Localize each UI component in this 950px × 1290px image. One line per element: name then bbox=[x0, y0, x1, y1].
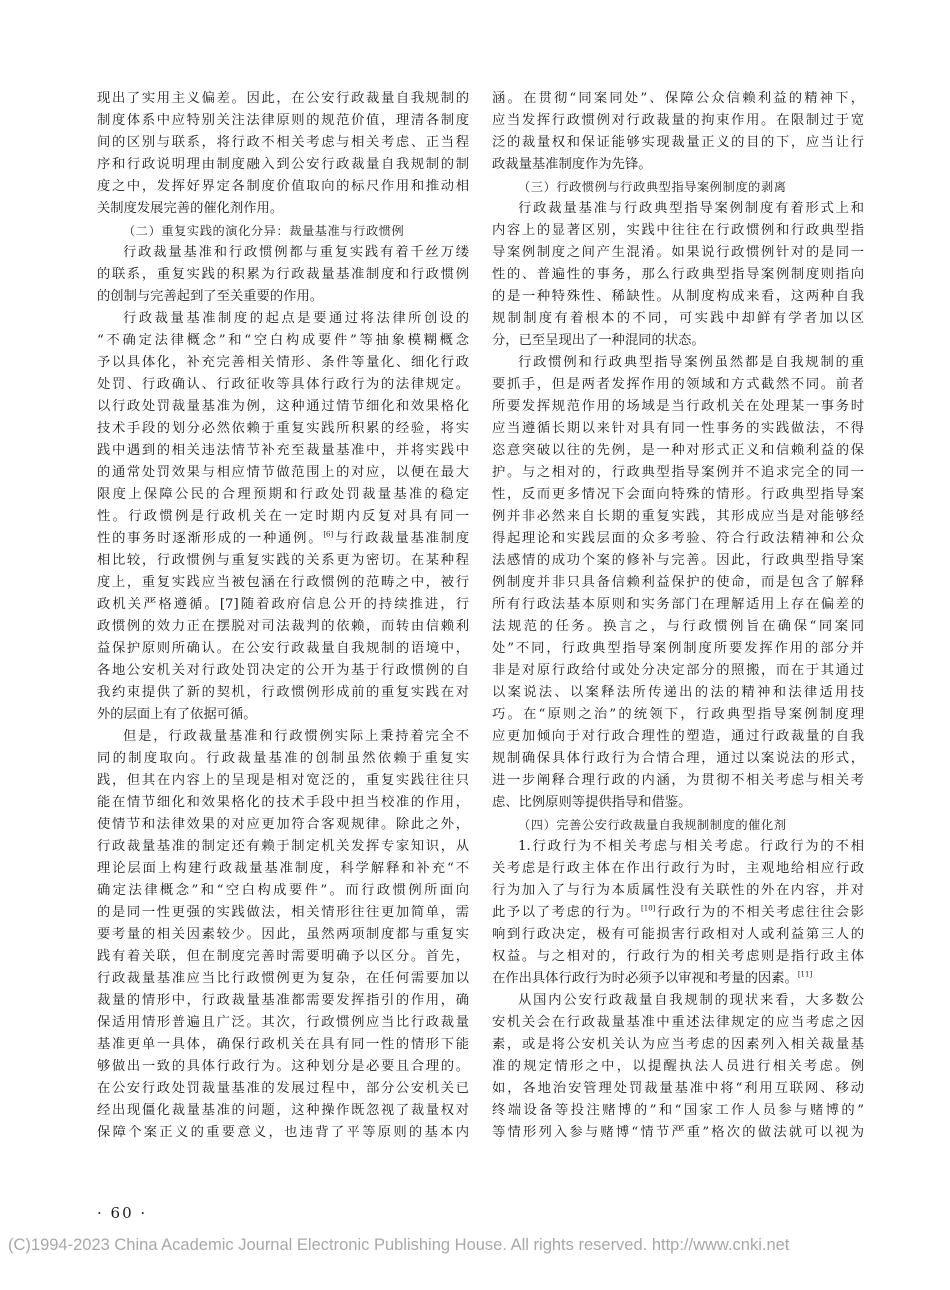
text-line-content: 制度体系中应特别关注法律原则的规范价值，理清各制度 bbox=[97, 113, 469, 128]
text-line bbox=[97, 594, 469, 616]
text-line-content: 从国内公安行政裁量自我规制的现状来看，大多数公 bbox=[518, 993, 864, 1008]
text-line bbox=[97, 968, 469, 990]
text-line-content: 所有行政法基本原则和实务部门在理解适用上存在偏差的 bbox=[492, 597, 864, 612]
text-line-content: 性的事务时逐渐形成的一种通例。 bbox=[97, 531, 324, 546]
citation-marker: [10] bbox=[641, 904, 656, 913]
text-line-content: 行为加入了与行为本质属性没有关联性的外在内容，并对 bbox=[492, 883, 864, 898]
text-line bbox=[492, 484, 864, 506]
text-line bbox=[492, 770, 864, 792]
text-line bbox=[97, 286, 469, 308]
text-line-content: 践中遇到的相关违法情节补充至裁量基准中，并将实践中 bbox=[97, 443, 469, 458]
text-line-content: 政裁量基准制度作为先锋。 bbox=[492, 157, 652, 172]
text-line bbox=[97, 132, 469, 154]
text-line-content: 在公安行政处罚裁量基准的发展过程中，部分公安机关已 bbox=[97, 1081, 469, 1096]
text-line bbox=[97, 880, 469, 902]
text-line bbox=[492, 330, 864, 352]
text-line bbox=[492, 946, 864, 968]
text-line bbox=[492, 506, 864, 528]
text-line-content: 进一步阐释合理行政的内涵，为贯彻不相关考虑与相关考 bbox=[492, 773, 864, 788]
text-line bbox=[97, 154, 469, 176]
text-line bbox=[97, 572, 469, 594]
text-line bbox=[97, 726, 469, 748]
text-line-content: 规制确保具体行政行为合情合理，通过以案说法的形式， bbox=[492, 751, 864, 766]
text-line-content: 应当遵循长期以来针对具有同一性事务的实践做法，不得 bbox=[492, 421, 864, 436]
text-line bbox=[97, 1122, 469, 1144]
text-line-content: 裁量的情形中，行政裁量基准都需要发挥指引的作用，确 bbox=[97, 993, 469, 1008]
text-line-content: 保适用情形普遍且广泛。其次，行政惯例应当比行政裁量 bbox=[97, 1015, 469, 1030]
text-line bbox=[97, 902, 469, 924]
text-line-content: 护。与之相对的，行政典型指导案例并不追求完全的同一 bbox=[492, 465, 864, 480]
text-line-continuation: 行政行为的不相关考虑往往会影 bbox=[655, 905, 864, 920]
text-line-content: 的是同一性更强的实践做法，相关情形往往更加简单，需 bbox=[97, 905, 469, 920]
text-line bbox=[492, 1100, 864, 1122]
text-line-content: “不确定法律概念”和“空白构成要件”等抽象模糊概念 bbox=[97, 333, 469, 348]
text-line bbox=[97, 352, 469, 374]
text-line-content: 能在情节细化和效果格化的技术手段中担当校准的作用， bbox=[97, 795, 469, 810]
text-line-content: 虑、比例原则等提供指导和借鉴。 bbox=[492, 795, 692, 810]
text-line bbox=[492, 286, 864, 308]
text-line bbox=[97, 506, 469, 528]
text-line bbox=[492, 748, 864, 770]
text-line-content: 度之中，发挥好界定各制度价值取向的标尺作用和推动相 bbox=[97, 179, 469, 194]
text-line-content: 巧。在“原则之治”的统领下，行政典型指导案例制度理 bbox=[492, 707, 864, 722]
text-line bbox=[97, 176, 469, 198]
text-line bbox=[97, 836, 469, 858]
text-line bbox=[492, 990, 864, 1012]
text-line-content: 得起理论和实践层面的众多考验、符合行政法精神和公众 bbox=[492, 531, 864, 546]
text-line bbox=[97, 110, 469, 132]
text-line-content: 行政裁量基准和行政惯例都与重复实践有着千丝万缕 bbox=[123, 245, 469, 260]
text-line bbox=[492, 264, 864, 286]
text-line-content: 序和行政说明理由制度融入到公安行政裁量自我规制的制 bbox=[97, 157, 469, 172]
text-line bbox=[97, 638, 469, 660]
text-line-content: 1.行政行为不相关考虑与相关考虑。行政行为的不相 bbox=[518, 839, 864, 854]
text-line bbox=[492, 88, 864, 110]
text-line-content: 同的制度取向。行政裁量基准的创制虽然依赖于重复实 bbox=[97, 751, 469, 766]
text-line bbox=[492, 528, 864, 550]
text-line bbox=[492, 550, 864, 572]
text-line-content: 所要发挥规范作用的场域是当行政机关在处理某一事务时 bbox=[492, 399, 864, 414]
text-line-content: 素，或是将公安机关认为应当考虑的因素列入相关裁量基 bbox=[492, 1037, 864, 1052]
text-line-content: 应更加倾向于对行政合理性的塑造，通过行政裁量的自我 bbox=[492, 729, 864, 744]
text-line-content: 导案例制度之间产生混淆。如果说行政惯例针对的是同一 bbox=[492, 245, 864, 260]
text-line-content: 予以具体化，补充完善相关情形、条件等量化、细化行政 bbox=[97, 355, 469, 370]
text-line bbox=[97, 242, 469, 264]
text-line-content: 的联系，重复实践的积累为行政裁量基准制度和行政惯例 bbox=[97, 267, 469, 282]
text-line bbox=[97, 440, 469, 462]
text-line-content: 但是，行政裁量基准和行政惯例实际上秉持着完全不 bbox=[123, 729, 469, 744]
text-line-content: 法感情的成功个案的修补与完善。因此，行政典型指导案 bbox=[492, 553, 864, 568]
text-line-content: 的是一种特殊性、稀缺性。从制度构成来看，这两种自我 bbox=[492, 289, 864, 304]
text-line bbox=[492, 242, 864, 264]
text-line bbox=[97, 1078, 469, 1100]
text-line-content: 关制度发展完善的催化剂作用。 bbox=[97, 201, 284, 216]
text-line bbox=[492, 792, 864, 814]
text-line bbox=[492, 352, 864, 374]
text-line bbox=[97, 990, 469, 1012]
text-line-content: 要考量的相关因素较少。因此，虽然两项制度都与重复实 bbox=[97, 927, 469, 942]
text-line-content: 的创制与完善起到了至关重要的作用。 bbox=[97, 289, 324, 304]
text-line bbox=[492, 968, 864, 990]
text-line-content: （三）行政惯例与行政典型指导案例制度的剥离 bbox=[518, 180, 787, 194]
text-line bbox=[97, 550, 469, 572]
text-line bbox=[492, 396, 864, 418]
text-line bbox=[492, 132, 864, 154]
text-line bbox=[97, 308, 469, 330]
text-line bbox=[97, 528, 469, 550]
text-line bbox=[97, 88, 469, 110]
text-line bbox=[492, 638, 864, 660]
text-line-content: 关考虑是行政主体在作出行政行为时，主观地给相应行政 bbox=[492, 861, 864, 876]
text-line bbox=[492, 902, 864, 924]
text-line-content: 内容上的显著区别，实践中往往在行政惯例和行政典型指 bbox=[492, 223, 864, 238]
text-line-content: 政机关严格遵循。[7]随着政府信息公开的持续推进，行 bbox=[97, 597, 469, 612]
text-line bbox=[492, 616, 864, 638]
text-line-content: 践有着关联，但在制度完善时需要明确予以区分。首先， bbox=[97, 949, 469, 964]
text-line bbox=[492, 374, 864, 396]
text-line-content: 恣意突破以往的先例，是一种对形式正义和信赖利益的保 bbox=[492, 443, 864, 458]
text-line bbox=[97, 198, 469, 220]
text-line-content: 益保护原则所确认。在公安行政裁量自我规制的语境中， bbox=[97, 641, 469, 656]
text-line bbox=[492, 726, 864, 748]
text-line bbox=[492, 682, 864, 704]
text-line-content: 政惯例的效力正在摆脱对司法裁判的依赖，而转由信赖利 bbox=[97, 619, 469, 634]
text-line-content: 行政裁量基准制度的起点是要通过将法律所创设的 bbox=[123, 311, 469, 326]
text-line-content: 行政裁量基准应当比行政惯例更为复杂，在任何需要加以 bbox=[97, 971, 469, 986]
text-line-content: 泛的裁量权和保证能够实现裁量正义的目的下，应当让行 bbox=[492, 135, 864, 150]
text-line-content: 法规范的任务。换言之，与行政惯例旨在确保“同案同 bbox=[492, 619, 864, 634]
section-heading bbox=[97, 220, 469, 242]
text-line-content: 处”不同，行政典型指导案例制度所要发挥作用的部分并 bbox=[492, 641, 864, 656]
text-line-content: 经出现僵化裁量基准的问题，这种操作既忽视了裁量权对 bbox=[97, 1103, 469, 1118]
section-heading bbox=[492, 814, 864, 836]
text-line bbox=[492, 704, 864, 726]
text-line bbox=[97, 484, 469, 506]
text-line-content: 我约束提供了新的契机，行政惯例形成前的重复实践在对 bbox=[97, 685, 469, 700]
text-line-content: 涵。在贯彻“同案同处”、保障公众信赖利益的精神下， bbox=[492, 91, 864, 106]
text-line bbox=[97, 418, 469, 440]
text-line bbox=[492, 880, 864, 902]
text-line bbox=[97, 946, 469, 968]
text-line-content: 度上，重复实践应当被包涵在行政惯例的范畴之中，被行 bbox=[97, 575, 469, 590]
text-line bbox=[492, 1012, 864, 1034]
text-line-content: 性，反而更多情况下会面向特殊的情形。行政典型指导案 bbox=[492, 487, 864, 502]
text-line bbox=[492, 440, 864, 462]
text-line-content: 性的、普遍性的事务，那么行政典型指导案例制度则指向 bbox=[492, 267, 864, 282]
text-line-content: 保障个案正义的重要意义，也违背了平等原则的基本内 bbox=[97, 1125, 469, 1140]
text-line bbox=[97, 814, 469, 836]
text-line bbox=[97, 682, 469, 704]
text-line-content: 等情形列入参与赌博“情节严重”格次的做法就可以视为 bbox=[492, 1125, 864, 1140]
text-line bbox=[492, 462, 864, 484]
text-line-content: 要抓手，但是两者发挥作用的领域和方式截然不同。前者 bbox=[492, 377, 864, 392]
text-line bbox=[492, 154, 864, 176]
text-line-content: 外的层面上有了依据可循。 bbox=[97, 707, 257, 722]
text-line-content: 行政惯例和行政典型指导案例虽然都是自我规制的重 bbox=[518, 355, 864, 370]
text-line-content: 确定法律概念”和“空白构成要件”。而行政惯例所面向 bbox=[97, 883, 469, 898]
text-line bbox=[97, 1056, 469, 1078]
text-line-content: 终端设备等投注赌博的”和“国家工作人员参与赌博的” bbox=[492, 1103, 864, 1118]
text-line bbox=[97, 330, 469, 352]
text-line-content: 各地公安机关对行政处罚决定的公开为基于行政惯例的自 bbox=[97, 663, 469, 678]
text-line bbox=[97, 1100, 469, 1122]
text-line-content: 分，已至呈现出了一种混同的状态。 bbox=[492, 333, 705, 348]
text-line bbox=[97, 1012, 469, 1034]
text-line-content: 此予以了考虑的行为。 bbox=[492, 905, 642, 920]
text-line bbox=[492, 836, 864, 858]
text-line-continuation: 与行政裁量基准制度 bbox=[333, 531, 469, 546]
text-line bbox=[492, 1078, 864, 1100]
page-number: · 60 · bbox=[97, 1204, 148, 1222]
section-heading bbox=[492, 176, 864, 198]
text-line bbox=[492, 1122, 864, 1144]
text-line-content: 相比较，行政惯例与重复实践的关系更为密切。在某种程 bbox=[97, 553, 469, 568]
text-line-content: 以案说法、以案释法所传递出的法的精神和法律适用技 bbox=[492, 685, 864, 700]
text-line bbox=[492, 924, 864, 946]
text-line-content: 限度上保障公民的合理预期和行政处罚裁量基准的稳定 bbox=[97, 487, 469, 502]
copyright-footer: (C)1994-2023 China Academic Journal Electronic Publishing House. All rights reserved. http://www.cnki.net bbox=[8, 1236, 790, 1254]
text-line-content: 处罚、行政确认、行政征收等具体行政行为的法律规定。 bbox=[97, 377, 469, 392]
text-line-content: （二）重复实践的演化分异：裁量基准与行政惯例 bbox=[123, 224, 405, 238]
text-line-content: 规制制度有着根本的不同，可实践中却鲜有学者加以区 bbox=[492, 311, 864, 326]
text-line bbox=[97, 396, 469, 418]
text-line-content: 够做出一致的具体行政行为。这种划分是必要且合理的。 bbox=[97, 1059, 469, 1074]
text-line-content: 基准更单一具体，确保行政机关在具有同一性的情形下能 bbox=[97, 1037, 469, 1052]
text-line bbox=[492, 572, 864, 594]
text-line-content: 技术手段的划分必然依赖于重复实践所积累的经验，将实 bbox=[97, 421, 469, 436]
text-line bbox=[492, 110, 864, 132]
text-line bbox=[492, 594, 864, 616]
text-line-content: 应当发挥行政惯例对行政裁量的拘束作用。在限制过于宽 bbox=[492, 113, 864, 128]
text-line bbox=[97, 924, 469, 946]
citation-marker: [6] bbox=[323, 530, 334, 539]
text-line-content: 间的区别与联系，将行政不相关考虑与相关考虑、正当程 bbox=[97, 135, 469, 150]
text-line bbox=[492, 418, 864, 440]
left-text-column bbox=[97, 88, 469, 1144]
text-line-content: 例制度并非只具备信赖利益保护的使命，而是包含了解释 bbox=[492, 575, 864, 590]
text-line-content: 使情节和法律效果的对应更加符合客观规律。除此之外， bbox=[97, 817, 469, 832]
text-line bbox=[97, 374, 469, 396]
text-line-content: 践，但其在内容上的呈现是相对宽泛的，重复实践往往只 bbox=[97, 773, 469, 788]
text-line bbox=[492, 660, 864, 682]
text-line-content: 非是对原行政给付或处分决定部分的照搬，而在于其通过 bbox=[492, 663, 864, 678]
text-line bbox=[492, 220, 864, 242]
text-line-content: 安机关会在行政裁量基准中重述法律规定的应当考虑之因 bbox=[492, 1015, 864, 1030]
text-line bbox=[97, 704, 469, 726]
text-line bbox=[97, 462, 469, 484]
text-line bbox=[97, 616, 469, 638]
text-line-content: 现出了实用主义偏差。因此，在公安行政裁量自我规制的 bbox=[97, 91, 469, 106]
text-line bbox=[492, 308, 864, 330]
text-line bbox=[492, 1056, 864, 1078]
text-line bbox=[97, 1034, 469, 1056]
text-line bbox=[492, 1034, 864, 1056]
text-line bbox=[97, 748, 469, 770]
text-line-content: 如，各地治安管理处罚裁量基准中将“利用互联网、移动 bbox=[492, 1081, 864, 1096]
text-line bbox=[97, 660, 469, 682]
text-line-content: 准的规定情形之中，以提醒执法人员进行相关考虑。例 bbox=[492, 1059, 864, 1074]
text-line bbox=[492, 858, 864, 880]
text-line-content: 行政裁量基准的制定还有赖于制定机关发挥专家知识，从 bbox=[97, 839, 469, 854]
citation-marker: [11] bbox=[797, 970, 813, 979]
text-line-content: 的通常处罚效果与相应情节做范围上的对应，以便在最大 bbox=[97, 465, 469, 480]
text-line-content: 权益。与之相对的，行政行为的相关考虑则是指行政主体 bbox=[492, 949, 864, 964]
right-text-column bbox=[492, 88, 864, 1144]
text-line bbox=[492, 198, 864, 220]
text-line-content: （四）完善公安行政裁量自我规制制度的催化剂 bbox=[518, 818, 787, 832]
text-line bbox=[97, 264, 469, 286]
text-line-content: 性。行政惯例是行政机关在一定时期内反复对具有同一 bbox=[97, 509, 469, 524]
text-line bbox=[97, 792, 469, 814]
text-line-content: 行政裁量基准与行政典型指导案例制度有着形式上和 bbox=[518, 201, 864, 216]
text-line bbox=[97, 770, 469, 792]
text-line bbox=[97, 858, 469, 880]
text-line-content: 以行政处罚裁量基准为例，这种通过情节细化和效果格化 bbox=[97, 399, 469, 414]
text-line-content: 在作出具体行政行为时必须予以审视和考量的因素。 bbox=[492, 971, 798, 986]
text-line-content: 响到行政决定，极有可能损害行政相对人或利益第三人的 bbox=[492, 927, 864, 942]
text-line-content: 理论层面上构建行政裁量基准制度，科学解释和补充“不 bbox=[97, 861, 469, 876]
text-line-content: 例并非必然来自长期的重复实践，其形成应当是对能够经 bbox=[492, 509, 864, 524]
